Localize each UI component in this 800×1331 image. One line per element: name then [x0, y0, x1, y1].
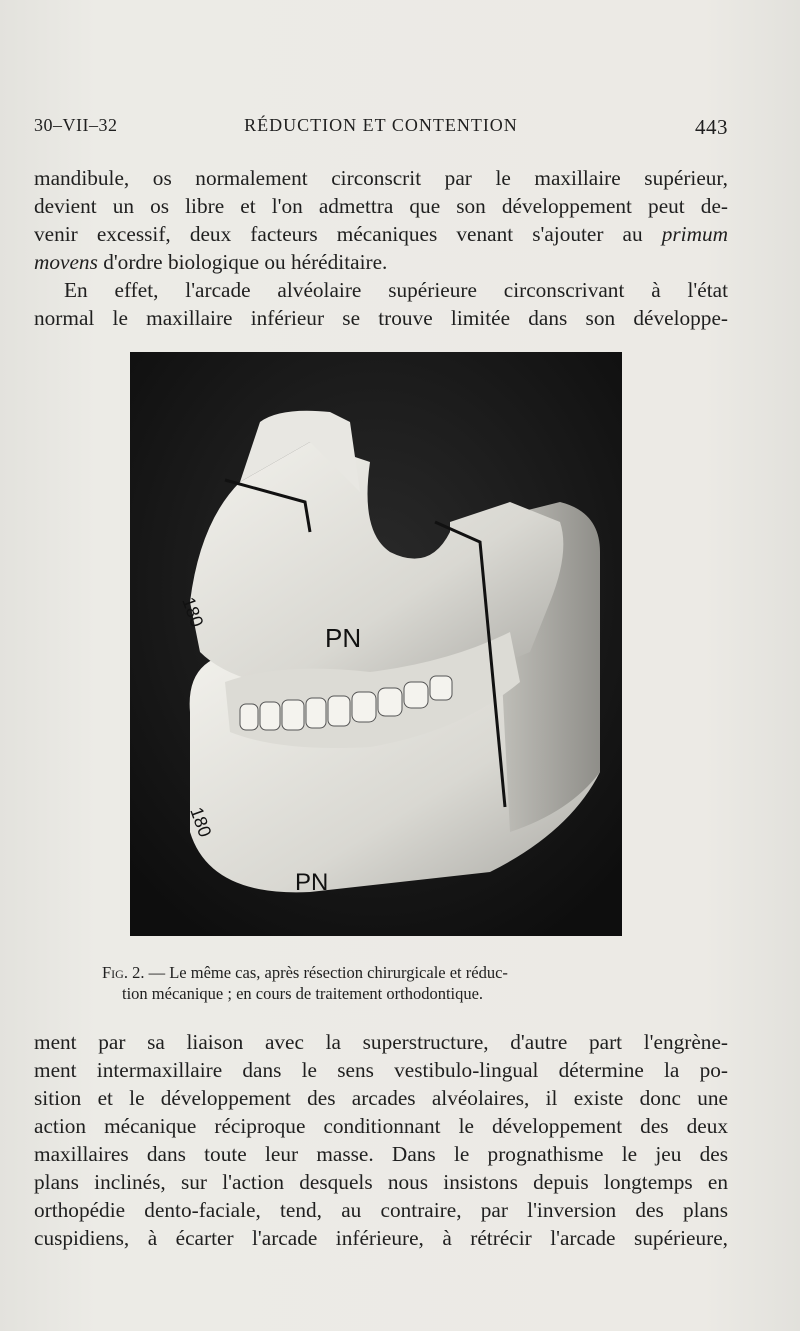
cast-number-upper: 180 — [178, 594, 208, 630]
text-line: plans inclinés, sur l'action desquels nous insistons depuis longtemps en — [34, 1170, 728, 1194]
text-line: cuspidiens, à écarter l'arcade inférieure, à rétrécir l'arcade supérieure, — [34, 1226, 728, 1250]
figure-label: Fig. 2. — [102, 963, 145, 982]
header-date: 30–VII–32 — [34, 115, 118, 135]
text-line: En effet, l'arcade alvéolaire supérieure circonscrivant à l'état — [64, 278, 728, 302]
cast-label-upper: PN — [325, 623, 362, 653]
page-number: 443 — [695, 115, 728, 139]
text-line: action mécanique réciproque conditionnant le développement des deux — [34, 1114, 728, 1138]
cast-label-lower: PN — [295, 869, 329, 896]
figure-caption — [102, 962, 658, 1004]
paragraph-3 — [34, 1028, 728, 1252]
paragraph-2 — [34, 276, 728, 332]
latin-term: movens — [34, 250, 98, 274]
paragraph-1 — [34, 164, 728, 276]
caption-line — [102, 962, 658, 983]
text-line: devient un os libre et l'on admettra que son développement peut de- — [34, 194, 728, 218]
text-line: movens d'ordre biologique ou héréditaire. — [34, 250, 388, 274]
header-title: RÉDUCTION ET CONTENTION — [244, 115, 518, 135]
dental-cast-illustration — [130, 352, 622, 936]
figure-dental-cast-photo — [130, 352, 622, 936]
caption-line: tion mécanique ; en cours de traitement orthodontique. — [122, 984, 484, 1003]
text-line: orthopédie dento-faciale, tend, au contraire, par l'inversion des plans — [34, 1198, 728, 1222]
text-line: venir excessif, deux facteurs mécaniques venant s'ajouter au primum — [34, 222, 728, 246]
text-line: sition et le développement des arcades alvéolaires, il existe donc une — [34, 1086, 728, 1110]
text-line: mandibule, os normalement circonscrit par le maxillaire supérieur, — [34, 166, 728, 190]
text-line: maxillaires dans toute leur masse. Dans le prognathisme le jeu des — [34, 1142, 728, 1166]
running-header — [34, 115, 728, 145]
text-line: normal le maxillaire inférieur se trouve limitée dans son développe- — [34, 306, 728, 330]
caption-text: — Le même cas, après résection chirurgicale et réduc- — [144, 963, 508, 982]
text-line: ment par sa liaison avec la superstructure, d'autre part l'engrène- — [34, 1030, 728, 1054]
cast-number-lower: 180 — [186, 804, 216, 840]
latin-term: primum — [661, 222, 728, 246]
text-line: ment intermaxillaire dans le sens vestibulo-lingual détermine la po- — [34, 1058, 728, 1082]
